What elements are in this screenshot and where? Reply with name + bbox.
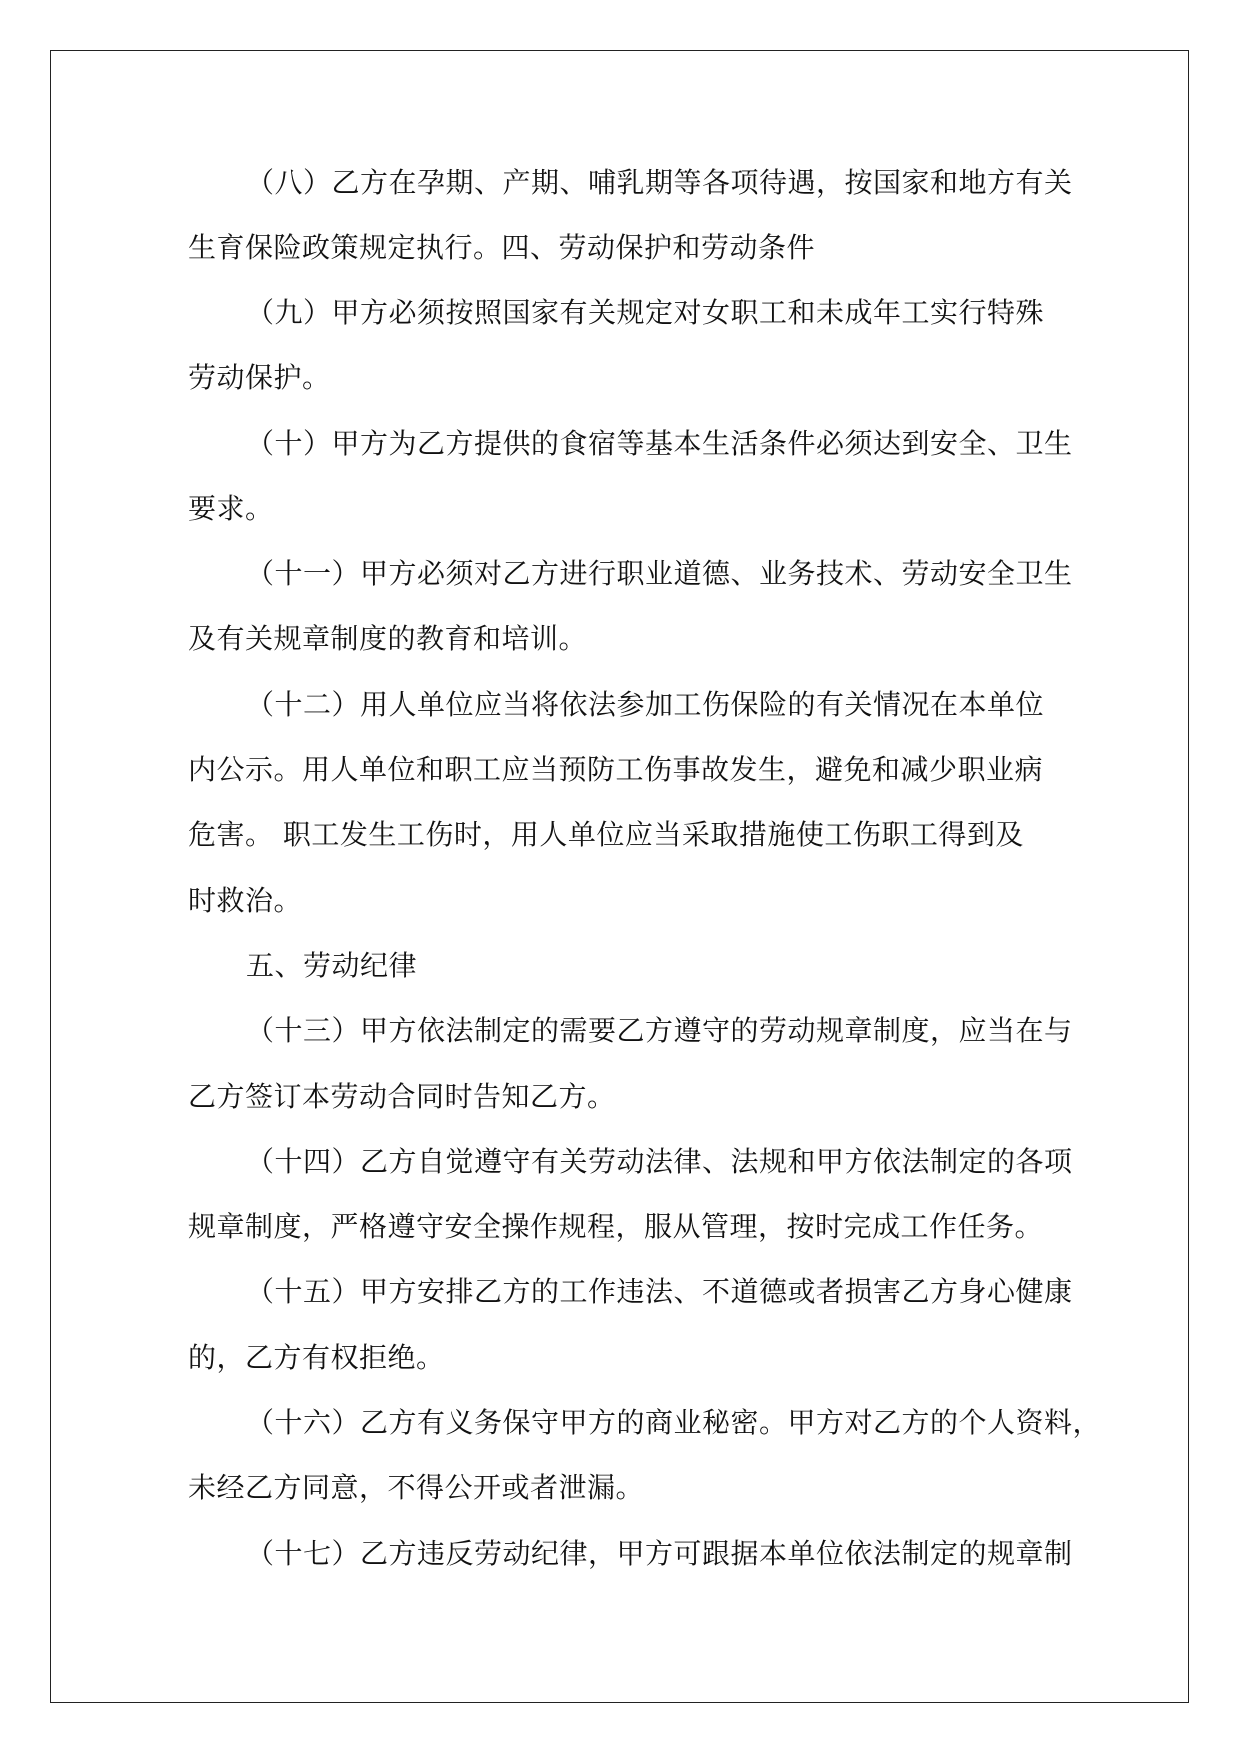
text-line: 要求。 xyxy=(188,492,274,525)
text-line: （十五）甲方安排乙方的工作违法、不道德或者损害乙方身心健康 xyxy=(246,1275,1073,1308)
text-line: （十七）乙方违反劳动纪律，甲方可跟据本单位依法制定的规章制 xyxy=(246,1537,1073,1570)
text-line: 生育保险政策规定执行。四、劳动保护和劳动条件 xyxy=(188,231,816,264)
text-line: 时救治。 xyxy=(188,884,303,917)
text-line: 危害。 职工发生工伤时，用人单位应当采取措施使工伤职工得到及 xyxy=(188,818,1024,851)
text-line: 的，乙方有权拒绝。 xyxy=(188,1341,445,1374)
text-line: 规章制度，严格遵守安全操作规程，服从管理，按时完成工作任务。 xyxy=(188,1210,1044,1243)
text-line: 乙方签订本劳动合同时告知乙方。 xyxy=(188,1080,616,1113)
text-line: 劳动保护。 xyxy=(188,361,331,394)
text-line: （十）甲方为乙方提供的食宿等基本生活条件必须达到安全、卫生 xyxy=(246,427,1073,460)
text-line: （八）乙方在孕期、产期、哺乳期等各项待遇，按国家和地方有关 xyxy=(246,166,1073,199)
text-line: （十三）甲方依法制定的需要乙方遵守的劳动规章制度，应当在与 xyxy=(246,1014,1073,1047)
text-line: 未经乙方同意，不得公开或者泄漏。 xyxy=(188,1471,645,1504)
text-line: （十六）乙方有义务保守甲方的商业秘密。甲方对乙方的个人资料， xyxy=(246,1406,1102,1439)
text-line: 内公示。用人单位和职工应当预防工伤事故发生，避免和减少职业病 xyxy=(188,753,1044,786)
text-line: （十二）用人单位应当将依法参加工伤保险的有关情况在本单位 xyxy=(246,688,1045,721)
text-line: （十四）乙方自觉遵守有关劳动法律、法规和甲方依法制定的各项 xyxy=(246,1145,1073,1178)
section-heading: 五、劳动纪律 xyxy=(246,949,418,982)
text-line: （十一）甲方必须对乙方进行职业道德、业务技术、劳动安全卫生 xyxy=(246,557,1073,590)
text-line: 及有关规章制度的教育和培训。 xyxy=(188,622,588,655)
text-line: （九）甲方必须按照国家有关规定对女职工和未成年工实行特殊 xyxy=(246,296,1045,329)
